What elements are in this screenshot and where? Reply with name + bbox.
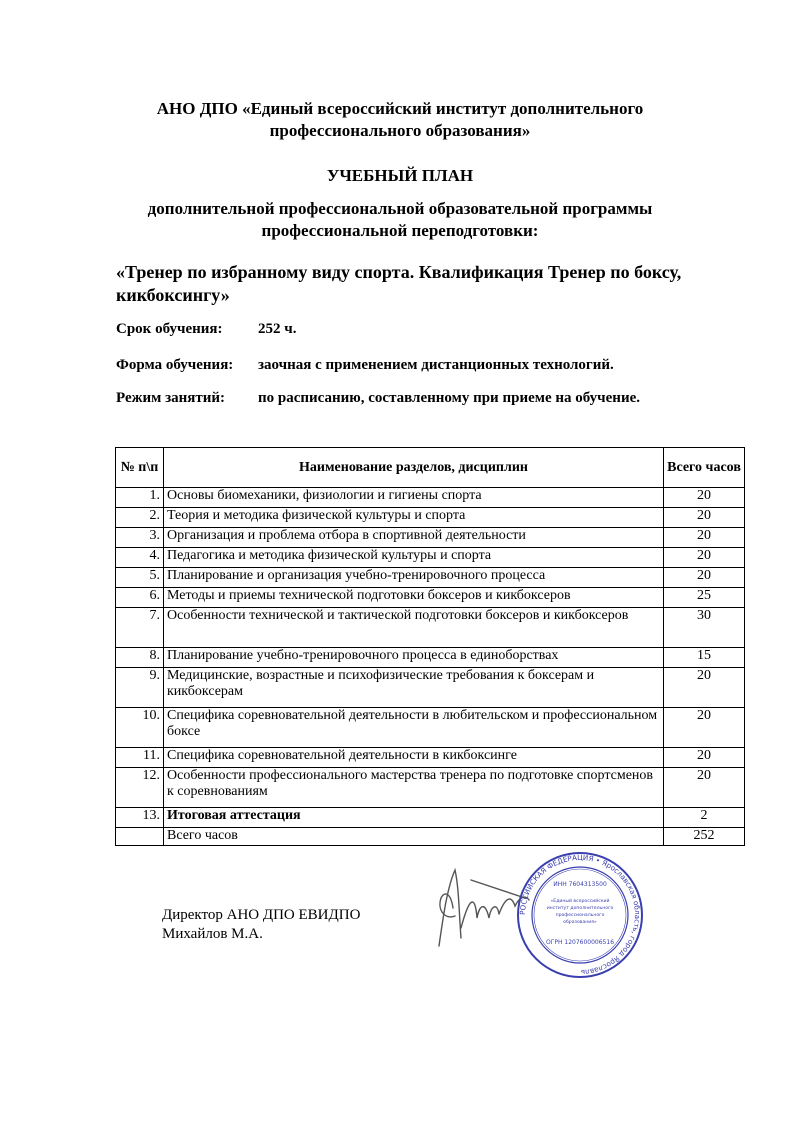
row-discipline-name: Планирование и организация учебно-тренировочного процесса [164, 568, 664, 588]
table-header-row [116, 448, 745, 488]
row-discipline-name: Специфика соревновательной деятельности в кикбоксинге [164, 748, 664, 768]
seal-ogrn: ОГРН 1207600006516 [545, 939, 615, 946]
signatory-position: Директор АНО ДПО ЕВИДПО [162, 907, 361, 923]
seal-inn: ИНН 7604313500 [553, 881, 607, 888]
program-type-line-2: профессиональной переподготовки: [261, 221, 539, 240]
total-label: Всего часов [164, 828, 664, 846]
row-number: 4. [116, 548, 164, 568]
row-discipline-name: Итоговая аттестация [164, 808, 664, 828]
table-row [116, 588, 745, 608]
row-discipline-name: Особенности технической и тактической подготовки боксеров и кикбоксеров [164, 608, 664, 648]
row-number: 12. [116, 768, 164, 808]
table-row [116, 548, 745, 568]
row-number: 9. [116, 668, 164, 708]
row-hours: 20 [664, 528, 745, 548]
seal-outer-text: РОССИЙСКАЯ ФЕДЕРАЦИЯ • Ярославская область, город Ярославль [517, 852, 643, 978]
column-header-name: Наименование разделов, дисциплин [164, 448, 664, 488]
program-name-line-1: «Тренер по избранному виду спорта. Квалификация Тренер по боксу, [116, 262, 682, 282]
row-discipline-name: Особенности профессионального мастерства тренера по подготовке спортсменов к соревнованиям [164, 768, 664, 808]
table-row [116, 708, 745, 748]
document-title: УЧЕБНЫЙ ПЛАН [326, 166, 474, 185]
row-hours: 20 [664, 748, 745, 768]
row-hours: 20 [664, 508, 745, 528]
row-hours: 30 [664, 608, 745, 648]
row-number: 7. [116, 608, 164, 648]
mode-value: по расписанию, составленному при приеме на обучение. [258, 390, 640, 406]
row-discipline-name: Основы биомеханики, физиологии и гигиены спорта [164, 488, 664, 508]
table-total-row [116, 828, 745, 846]
row-discipline-name: Специфика соревновательной деятельности в любительском и профессиональном боксе [164, 708, 664, 748]
table-row [116, 488, 745, 508]
institution-line-2: профессионального образования» [269, 121, 531, 140]
row-discipline-name: Организация и проблема отбора в спортивной деятельности [164, 528, 664, 548]
row-hours: 2 [664, 808, 745, 828]
row-number: 2. [116, 508, 164, 528]
table-row [116, 528, 745, 548]
total-blank-cell [116, 828, 164, 846]
row-discipline-name: Педагогика и методика физической культуры и спорта [164, 548, 664, 568]
table-row [116, 808, 745, 828]
svg-text:профессионального: профессионального [555, 913, 605, 918]
curriculum-table [115, 447, 745, 846]
column-header-number: № п\п [116, 448, 164, 488]
row-number: 8. [116, 648, 164, 668]
row-hours: 20 [664, 708, 745, 748]
form-label: Форма обучения: [116, 357, 234, 373]
program-name-line-2: кикбоксингу» [116, 285, 230, 305]
row-hours: 20 [664, 768, 745, 808]
row-discipline-name: Методы и приемы технической подготовки боксеров и кикбоксеров [164, 588, 664, 608]
row-number: 3. [116, 528, 164, 548]
row-number: 10. [116, 708, 164, 748]
table-row [116, 568, 745, 588]
row-hours: 25 [664, 588, 745, 608]
table-row [116, 768, 745, 808]
mode-label: Режим занятий: [116, 390, 226, 406]
row-number: 6. [116, 588, 164, 608]
row-hours: 15 [664, 648, 745, 668]
row-hours: 20 [664, 488, 745, 508]
row-hours: 20 [664, 568, 745, 588]
svg-text:институт дополнительного: институт дополнительного [546, 906, 614, 911]
table-row [116, 748, 745, 768]
svg-text:«Единый всероссийский: «Единый всероссийский [550, 899, 610, 904]
row-number: 5. [116, 568, 164, 588]
signatory-name: Михайлов М.А. [162, 926, 263, 942]
row-number: 11. [116, 748, 164, 768]
row-number: 13. [116, 808, 164, 828]
form-value: заочная с применением дистанционных технологий. [258, 357, 614, 373]
row-hours: 20 [664, 548, 745, 568]
duration-value: 252 ч. [258, 321, 297, 337]
column-header-hours: Всего часов [664, 448, 745, 488]
duration-label: Срок обучения: [116, 321, 223, 337]
total-value: 252 [664, 828, 745, 846]
institution-line-1: АНО ДПО «Единый всероссийский институт дополнительного [156, 99, 644, 118]
table-row [116, 648, 745, 668]
row-discipline-name: Медицинские, возрастные и психофизические требования к боксерам и кикбоксерам [164, 668, 664, 708]
table-row [116, 608, 745, 648]
row-discipline-name: Планирование учебно-тренировочного процесса в единоборствах [164, 648, 664, 668]
table-row [116, 668, 745, 708]
row-number: 1. [116, 488, 164, 508]
row-hours: 20 [664, 668, 745, 708]
table-row [116, 508, 745, 528]
svg-text:образования»: образования» [563, 920, 597, 925]
row-discipline-name: Теория и методика физической культуры и спорта [164, 508, 664, 528]
program-type-line-1: дополнительной профессиональной образовательной программы [147, 199, 653, 218]
official-seal [515, 850, 645, 980]
